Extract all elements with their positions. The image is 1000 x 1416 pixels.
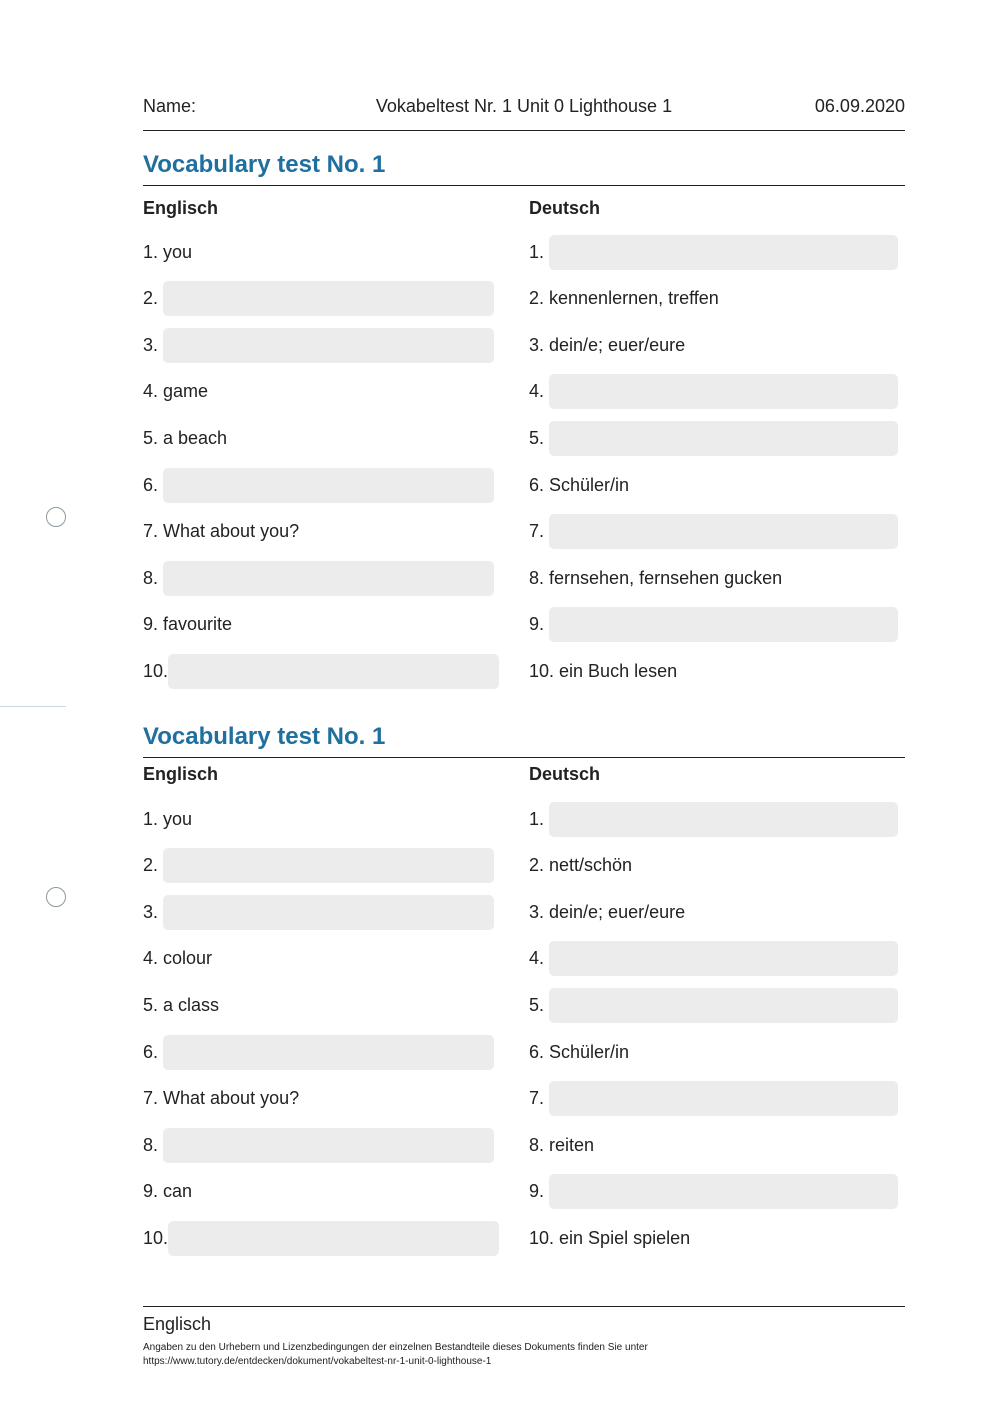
item-number: 10.: [143, 1227, 169, 1248]
item-number: 4.: [143, 948, 164, 969]
answer-blank[interactable]: [549, 421, 898, 456]
item-number: 5.: [529, 427, 550, 448]
answer-blank[interactable]: [163, 561, 494, 596]
item-number: 8.: [143, 567, 164, 588]
item-number: 6.: [529, 1041, 550, 1062]
footer-credit: [143, 1341, 905, 1369]
item-number: 5.: [529, 994, 550, 1015]
answer-blank[interactable]: [549, 374, 898, 409]
de-vocab-item: [529, 1220, 690, 1256]
page-footer: [143, 1306, 905, 1369]
column-header-englisch: Englisch: [143, 764, 219, 784]
en-vocab-item: [143, 420, 227, 456]
vocab-word: a class: [163, 994, 220, 1015]
answer-blank[interactable]: [163, 328, 494, 363]
de-vocab-item: [529, 987, 898, 1023]
item-number: 2.: [143, 288, 164, 309]
answer-blank[interactable]: [549, 235, 898, 270]
de-vocab-item: [529, 1174, 898, 1210]
de-vocab-item: [529, 514, 898, 550]
item-number: 10.: [529, 1227, 560, 1248]
item-number: 5.: [143, 427, 164, 448]
de-vocab-item: [529, 1034, 629, 1070]
de-vocab-item: [529, 327, 685, 363]
item-number: 9.: [143, 614, 164, 635]
item-number: 7.: [143, 521, 164, 542]
credit-line-2: https://www.tutory.de/entdecken/dokument/vokabeltest-nr-1-unit-0-lighthouse-1: [143, 1356, 492, 1367]
item-number: 6.: [529, 474, 550, 495]
credit-line-1: Angaben zu den Urhebern und Lizenzbedingungen der einzelnen Bestandteile dieses Dokuments finden Sie unter: [143, 1342, 648, 1353]
de-vocab-item: [529, 941, 898, 977]
answer-blank[interactable]: [163, 1128, 494, 1163]
item-number: 1.: [143, 241, 164, 262]
item-number: 7.: [529, 1088, 550, 1109]
en-vocab-item: [143, 1081, 299, 1117]
vocab-word: ein Spiel spielen: [559, 1227, 691, 1248]
answer-blank[interactable]: [163, 1035, 494, 1070]
item-number: 3.: [143, 334, 164, 355]
answer-blank[interactable]: [168, 1221, 499, 1256]
item-number: 3.: [529, 334, 550, 355]
item-number: 5.: [143, 994, 164, 1015]
item-number: 2.: [529, 288, 550, 309]
item-number: 8.: [529, 1134, 550, 1155]
vocab-word: you: [163, 241, 193, 262]
document-date: 06.09.2020: [814, 96, 905, 116]
en-vocab-item: [143, 327, 494, 363]
name-label: Name:: [143, 96, 197, 116]
answer-blank[interactable]: [163, 848, 494, 883]
item-number: 4.: [529, 381, 550, 402]
de-vocab-item: [529, 281, 719, 317]
vocab-word: can: [163, 1181, 193, 1202]
de-vocab-item: [529, 801, 898, 837]
item-number: 4.: [143, 381, 164, 402]
answer-blank[interactable]: [163, 468, 494, 503]
section-title: Vocabulary test No. 1: [143, 722, 905, 758]
answer-blank[interactable]: [549, 607, 898, 642]
vocab-word: What about you?: [163, 1088, 300, 1109]
vocab-word: ein Buch lesen: [559, 660, 678, 681]
de-vocab-item: [529, 653, 677, 689]
document-title: Vokabeltest Nr. 1 Unit 0 Lighthouse 1: [375, 96, 673, 116]
footer-subject: Englisch: [143, 1314, 212, 1334]
item-number: 8.: [143, 1134, 164, 1155]
en-vocab-item: [143, 281, 494, 317]
fold-mark: [0, 706, 66, 707]
item-number: 9.: [143, 1181, 164, 1202]
en-vocab-item: [143, 987, 219, 1023]
item-number: 1.: [529, 241, 550, 262]
item-number: 4.: [529, 948, 550, 969]
vocab-word: fernsehen, fernsehen gucken: [549, 567, 783, 588]
de-vocab-item: [529, 848, 632, 884]
vocab-word: colour: [163, 948, 213, 969]
vocab-word: favourite: [163, 614, 233, 635]
vocab-word: a beach: [163, 427, 228, 448]
item-number: 2.: [529, 855, 550, 876]
item-number: 7.: [143, 1088, 164, 1109]
de-vocab-item: [529, 467, 629, 503]
en-vocab-item: [143, 1034, 494, 1070]
item-number: 3.: [529, 901, 550, 922]
en-vocab-item: [143, 467, 494, 503]
answer-blank[interactable]: [549, 941, 898, 976]
punch-hole-bottom: [46, 887, 66, 907]
answer-blank[interactable]: [163, 895, 494, 930]
item-number: 6.: [143, 1041, 164, 1062]
de-vocab-item: [529, 234, 898, 270]
en-vocab-item: [143, 1174, 192, 1210]
vocab-word: What about you?: [163, 521, 300, 542]
item-number: 1.: [143, 808, 164, 829]
vocab-test-section-2: [143, 722, 905, 1248]
column-header-englisch: Englisch: [143, 198, 219, 218]
vocab-word: nett/schön: [549, 855, 633, 876]
vocab-word: Schüler/in: [549, 1041, 630, 1062]
de-vocab-item: [529, 374, 898, 410]
item-number: 3.: [143, 901, 164, 922]
answer-blank[interactable]: [549, 1081, 898, 1116]
vocab-word: game: [163, 381, 209, 402]
answer-blank[interactable]: [549, 514, 898, 549]
en-vocab-item: [143, 514, 299, 550]
en-vocab-item: [143, 1220, 499, 1256]
en-vocab-item: [143, 1127, 494, 1163]
page-header: [143, 94, 905, 131]
en-vocab-item: [143, 848, 494, 884]
vocab-word: dein/e; euer/eure: [549, 334, 686, 355]
de-vocab-item: [529, 560, 782, 596]
vocab-word: you: [163, 808, 193, 829]
de-vocab-item: [529, 607, 898, 643]
en-vocab-item: [143, 801, 192, 837]
section-title: Vocabulary test No. 1: [143, 150, 905, 186]
answer-blank[interactable]: [168, 654, 499, 689]
en-vocab-item: [143, 374, 208, 410]
answer-blank[interactable]: [549, 802, 898, 837]
answer-blank[interactable]: [549, 988, 898, 1023]
vocab-word: kennenlernen, treffen: [549, 288, 719, 309]
item-number: 6.: [143, 474, 164, 495]
en-vocab-item: [143, 234, 192, 270]
item-number: 9.: [529, 1181, 550, 1202]
item-number: 1.: [529, 808, 550, 829]
column-header-deutsch: Deutsch: [529, 764, 601, 784]
vocab-word: reiten: [549, 1134, 595, 1155]
de-vocab-item: [529, 1081, 898, 1117]
en-vocab-item: [143, 653, 499, 689]
item-number: 8.: [529, 567, 550, 588]
de-vocab-item: [529, 420, 898, 456]
column-header-deutsch: Deutsch: [529, 198, 601, 218]
item-number: 10.: [529, 660, 560, 681]
vocab-test-section-1: [143, 150, 905, 681]
en-vocab-item: [143, 894, 494, 930]
en-vocab-item: [143, 941, 212, 977]
item-number: 2.: [143, 855, 164, 876]
vocab-word: Schüler/in: [549, 474, 630, 495]
punch-hole-top: [46, 507, 66, 527]
de-vocab-item: [529, 1127, 594, 1163]
en-vocab-item: [143, 607, 232, 643]
de-vocab-item: [529, 894, 685, 930]
answer-blank[interactable]: [549, 1174, 898, 1209]
en-vocab-item: [143, 560, 494, 596]
item-number: 10.: [143, 660, 169, 681]
item-number: 9.: [529, 614, 550, 635]
vocab-word: dein/e; euer/eure: [549, 901, 686, 922]
answer-blank[interactable]: [163, 281, 494, 316]
item-number: 7.: [529, 521, 550, 542]
